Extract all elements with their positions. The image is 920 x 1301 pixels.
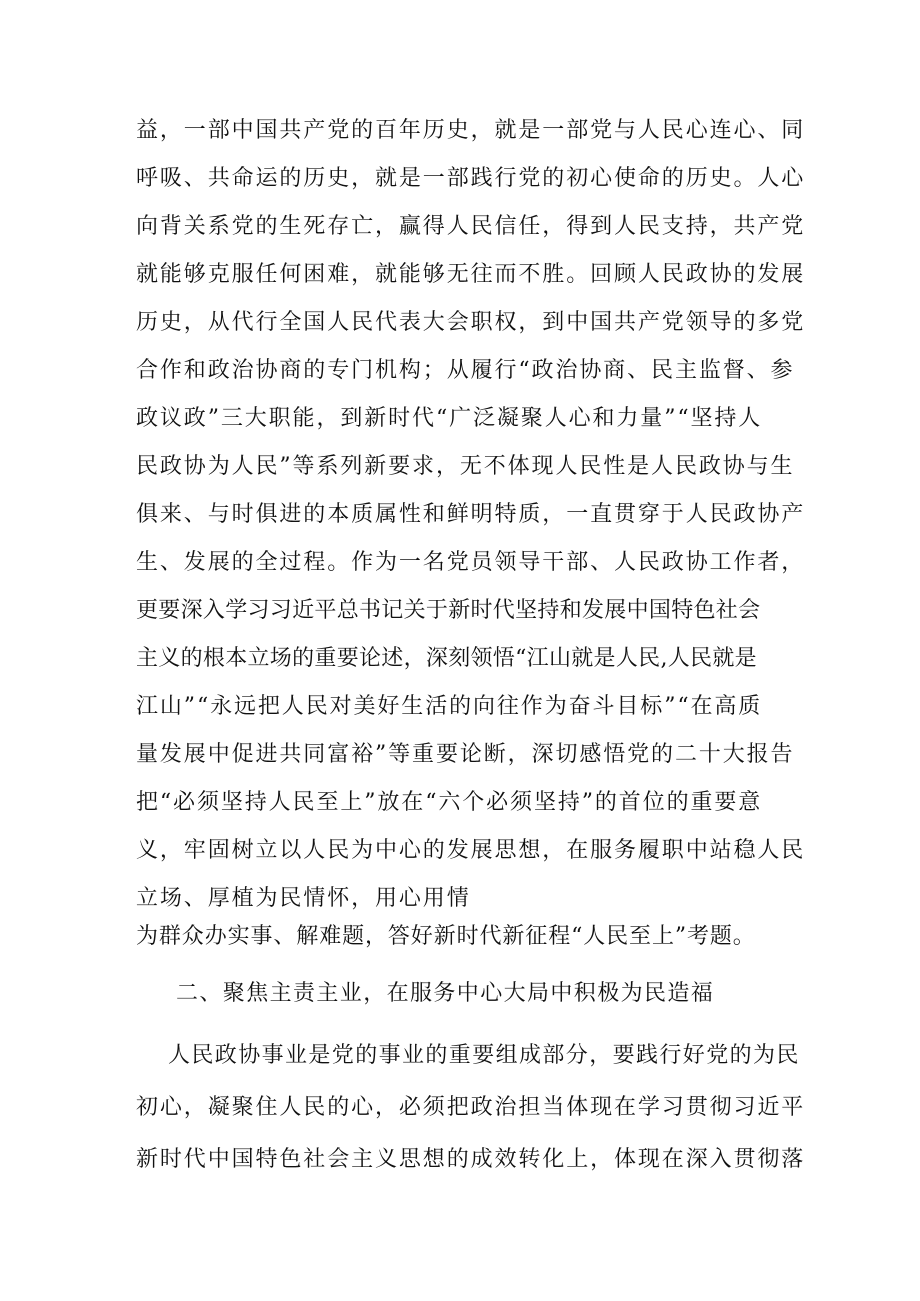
paragraph-1-line-3: 向背关系党的生死存亡，赢得人民信任，得到人民支持，共产党 [136, 214, 806, 239]
paragraph-1-line-8: 民政协为人民”等系列新要求，无不体现人民性是人民政协与生 [136, 454, 795, 479]
paragraph-1-line-11: 更要深入学习习近平总书记关于新时代坚持和发展中国特色社会 [136, 598, 761, 623]
paragraph-1-line-14: 量发展中促进共同富裕”等重要论断，深切感悟党的二十大报告 [136, 742, 795, 767]
paragraph-1-line-4: 就能够克服任何困难，就能够无往而不胜。回顾人民政协的发展 [136, 262, 806, 287]
paragraph-1-line-17: 立场、厚植为民情怀，用心用情 [136, 886, 471, 911]
paragraph-1-line-13: 江山”“永远把人民对美好生活的向往作为奋斗目标”“在高质 [136, 694, 763, 719]
paragraph-1-line-12: 主义的根本立场的重要论述，深刻领悟“江山就是人民,人民就是 [136, 646, 757, 671]
paragraph-2-line-2: 初心，凝聚住人民的心，必须把政治担当体现在学习贯彻习近平 [136, 1095, 806, 1120]
paragraph-1-line-5: 历史，从代行全国人民代表大会职权，到中国共产党领导的多党 [136, 310, 806, 335]
paragraph-1-line-9: 俱来、与时俱进的本质属性和鲜明特质，一直贯穿于人民政协产 [136, 502, 806, 527]
paragraph-1-line-2: 呼吸、共命运的历史，就是一部践行党的初心使命的历史。人心 [136, 166, 806, 191]
paragraph-2-line-1: 人民政协事业是党的事业的重要组成部分，要践行好党的为民 [168, 1043, 800, 1068]
paragraph-1 [136, 107, 806, 953]
paragraph-1-line-10: 生、发展的全过程。作为一名党员领导干部、人民政协工作者， [136, 550, 806, 575]
paragraph-1-line-18: 为群众办实事、解难题，答好新时代新征程“人民至上”考题。 [136, 924, 756, 949]
paragraph-1-line-6: 合作和政治协商的专门机构；从履行“政治协商、民主监督、参 [136, 358, 795, 383]
paragraph-2-line-3: 新时代中国特色社会主义思想的成效转化上，体现在深入贯彻落 [136, 1147, 806, 1172]
paragraph-1-line-1: 益，一部中国共产党的百年历史，就是一部党与人民心连心、同 [136, 118, 806, 143]
paragraph-1-line-15: 把“必须坚持人民至上”放在“六个必须坚持”的首位的重要意 [136, 790, 763, 815]
paragraph-2 [136, 1030, 806, 1186]
paragraph-1-line-7: 政议政”三大职能，到新时代“广泛凝聚人心和力量”“坚持人 [136, 406, 763, 431]
section-heading-2: 二、聚焦主责主业，在服务中心大局中积极为民造福 [176, 981, 715, 1006]
paragraph-1-line-16: 义，牢固树立以人民为中心的发展思想，在服务履职中站稳人民 [136, 838, 806, 863]
